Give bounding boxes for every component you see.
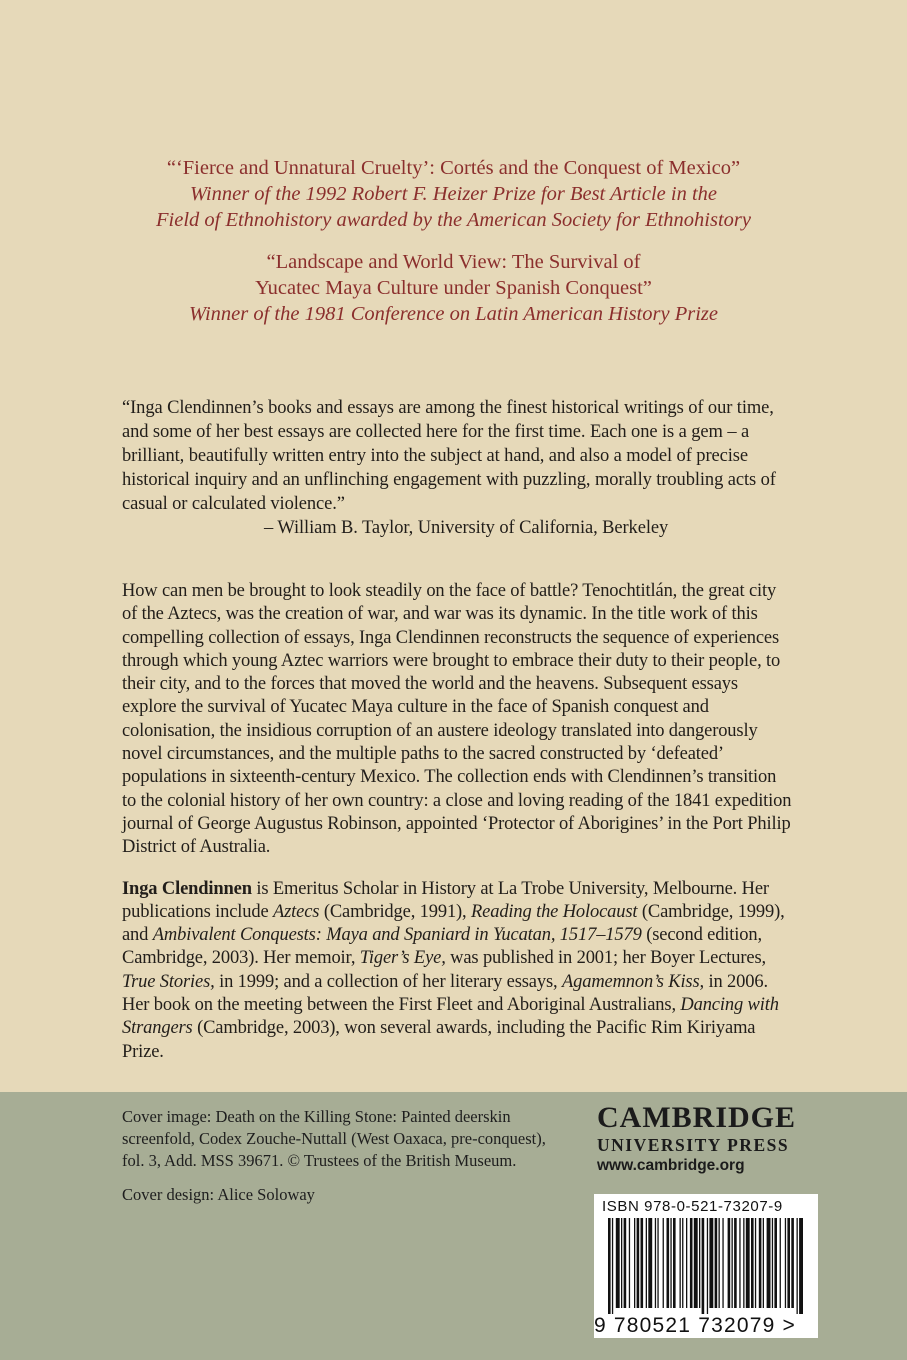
barcode-bar <box>634 1218 635 1308</box>
book-title: Ambivalent Conquests: Maya and Spaniard in Yucatan, 1517–1579 <box>152 925 642 946</box>
barcode-bar <box>709 1218 713 1308</box>
barcode-bar <box>791 1218 794 1308</box>
publisher-logo <box>597 1102 827 1176</box>
barcode-bar <box>759 1218 762 1308</box>
barcode-bar <box>670 1218 671 1308</box>
barcode-bar <box>686 1218 687 1308</box>
barcode-digits: 9 780521 732079 > <box>594 1314 796 1337</box>
barcode-bar <box>715 1218 718 1308</box>
award-note: Winner of the 1981 Conference on Latin American History Prize <box>189 303 718 325</box>
barcode-bar <box>797 1218 798 1314</box>
barcode-bar <box>732 1218 733 1308</box>
barcode-bar <box>734 1218 737 1308</box>
author-bio: Inga Clendinnen is Emeritus Scholar in History at La Trobe University, Melbourne. Her publications include Aztecs (Cambridge, 1991), Reading the Holocaust (Cambridge, 1999), and Ambivalent Conquests: Maya and Spaniard in Yucatan, 1517–1579 (second edition, Cambridge, 2003). Her memoir, Tiger’s Eye, was published in 2001; her Boyer Lectures, True Stories, in 1999; and a collection of her literary essays, Agamemnon’s Kiss, in 2006. Her book on the meeting between the First Fleet and Aboriginal Australians, Dancing with Strangers (Cambridge, 2003), won several awards, including the Pacific Rim Kiriyama Prize. <box>122 878 785 1062</box>
award-entry-cortes <box>60 155 847 233</box>
barcode-bars <box>604 1218 808 1314</box>
barcode-bar <box>774 1218 777 1308</box>
endorsement-text: “Inga Clendinnen’s books and essays are among the finest historical writings of our time, and some of her best essays are collected here for the first time. Each one is a gem – a brilliant, beautifully written entry into the subject at hand, and also a model of precise historical inquiry and an unflinching engagement with puzzling, morally troubling acts of casual or calculated violence.” <box>122 398 776 514</box>
barcode-bar <box>637 1218 640 1308</box>
article-title: Yucatec Maya Culture under Spanish Conquest” <box>255 277 652 299</box>
cover-design-credit: Cover design: Alice Soloway <box>122 1185 315 1204</box>
book-title: Agamemnon’s Kiss, <box>561 971 705 992</box>
author-name: Inga Clendinnen <box>122 878 252 899</box>
barcode-bar <box>743 1218 744 1308</box>
barcode-bar <box>690 1218 693 1308</box>
barcode-bar <box>751 1218 754 1308</box>
barcode-bar <box>682 1218 683 1308</box>
endorsement-attribution: – William B. Taylor, University of California, Berkeley <box>264 518 669 538</box>
barcode-bar <box>694 1218 698 1308</box>
award-note: Field of Ethnohistory awarded by the American Society for Ethnohistory <box>156 209 751 231</box>
barcode-bar <box>719 1218 720 1308</box>
barcode-bar <box>785 1218 786 1308</box>
barcode-bar <box>655 1218 656 1308</box>
barcode-bar <box>728 1218 731 1308</box>
barcode-bar <box>667 1218 670 1308</box>
book-description <box>122 580 792 1064</box>
barcode-bar <box>787 1218 790 1308</box>
book-title: True Stories, <box>122 971 215 992</box>
barcode-bar <box>739 1218 740 1308</box>
book-title: Tiger’s Eye, <box>359 948 446 969</box>
barcode-bar <box>629 1218 630 1308</box>
barcode-bar <box>621 1218 622 1308</box>
book-title: Dancing with Strangers <box>122 995 779 1039</box>
cover-credits <box>122 1106 582 1206</box>
book-title: Aztecs <box>272 901 320 922</box>
description-paragraph: How can men be brought to look steadily on the face of battle? Tenochtitlán, the great city of the Aztecs, was the creation of war, and war was its dynamic. In the title work of this compelling collection of essays, Inga Clendinnen reconstructs the sequence of experiences through which young Aztec warriors were brought to embrace their duty to their people, to their city, and to the forces that moved the world and the heavens. Subsequent essays explore the survival of Yucatec Maya culture in the face of Spanish conquest and colonisation, the insidious corruption of an austere ideology translated into dangerously novel circumstances, and the multiple paths to the sacred constructed by ‘defeated’ populations in sixteenth-century Mexico. The collection ends with Clendinnen’s transition to the colonial history of her own country: a close and loving reading of the 1841 expedition journal of George Augustus Robinson, appointed ‘Protector of Aborigines’ in the Port Philip District of Australia. <box>122 581 792 858</box>
cover-image-credit: Cover image: Death on the Killing Stone: Painted deerskin <box>122 1107 511 1126</box>
endorsement-quote <box>122 396 792 540</box>
article-title: “‘Fierce and Unnatural Cruelty’: Cortés and the Conquest of Mexico” <box>166 157 741 179</box>
barcode-bar <box>680 1218 681 1308</box>
barcode-bar <box>763 1218 764 1308</box>
awards-section <box>60 155 847 327</box>
article-title: “Landscape and World View: The Survival of <box>266 251 641 273</box>
barcode-bar <box>646 1218 647 1308</box>
barcode-bar <box>657 1218 658 1308</box>
isbn-barcode <box>594 1194 818 1338</box>
cover-image-credit: screenfold, Codex Zouche-Nuttall (West Oaxaca, pre-conquest), <box>122 1129 546 1148</box>
barcode-bar <box>699 1218 700 1308</box>
barcode-bar <box>780 1218 781 1308</box>
barcode-bar <box>612 1218 613 1314</box>
barcode-bar <box>799 1218 803 1314</box>
publisher-press: UNIVERSITY PRESS <box>597 1135 790 1155</box>
barcode-bar <box>673 1218 676 1308</box>
award-note: Winner of the 1992 Robert F. Heizer Prize for Best Article in the <box>189 183 718 205</box>
barcode-bar <box>767 1218 771 1308</box>
publisher-name: CAMBRIDGE <box>597 1101 797 1134</box>
barcode-bar <box>641 1218 644 1308</box>
award-entry-landscape <box>60 249 847 327</box>
barcode-bar <box>772 1218 773 1308</box>
barcode-bar <box>755 1218 756 1308</box>
barcode-bar <box>746 1218 750 1308</box>
barcode-bar <box>608 1218 611 1314</box>
book-title: Reading the Holocaust <box>471 901 638 922</box>
isbn-label: ISBN 978-0-521-73207-9 <box>602 1198 783 1215</box>
barcode-bar <box>624 1218 627 1308</box>
barcode-bar <box>616 1218 620 1308</box>
barcode-bar <box>663 1218 664 1308</box>
barcode-bar <box>707 1218 708 1314</box>
barcode-bar <box>722 1218 723 1308</box>
publisher-url: www.cambridge.org <box>597 1157 745 1174</box>
cover-image-credit: fol. 3, Add. MSS 39671. © Trustees of the British Museum. <box>122 1151 517 1170</box>
barcode-bar <box>648 1218 652 1308</box>
barcode-bar <box>702 1218 705 1314</box>
